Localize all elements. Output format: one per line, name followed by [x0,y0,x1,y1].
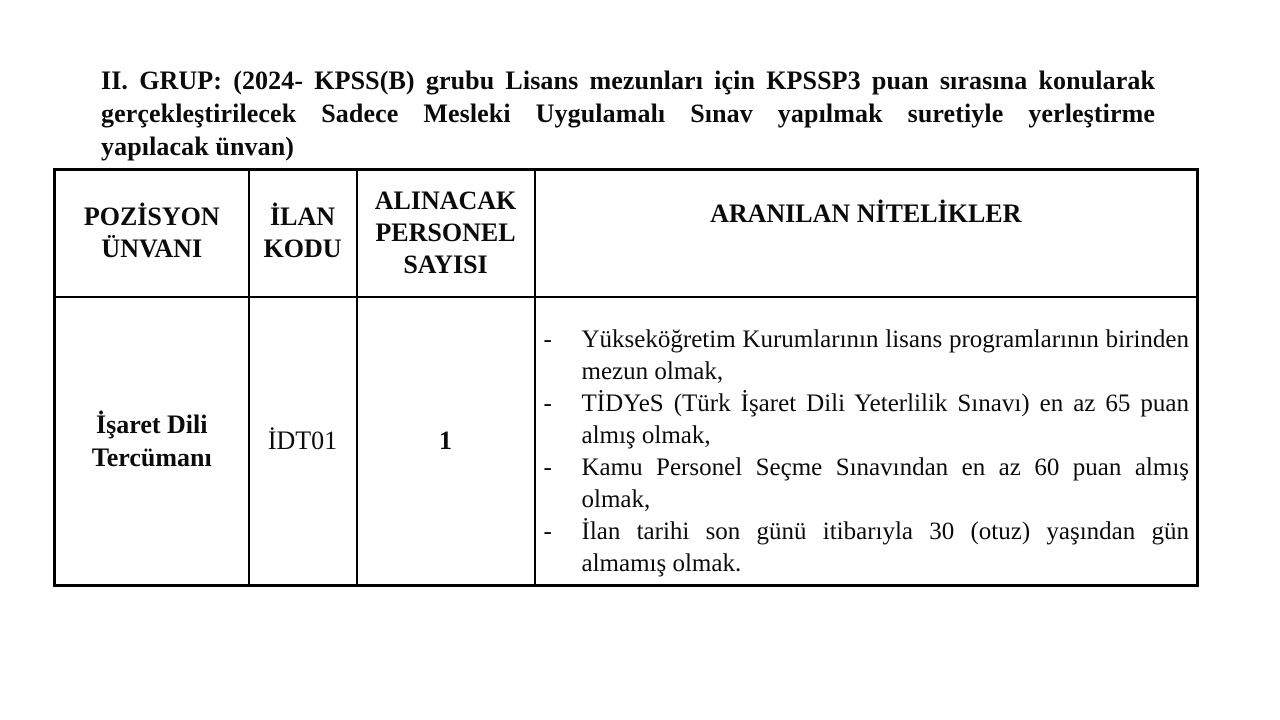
column-header-qualifications: ARANILAN NİTELİKLER [535,170,1198,297]
qualifications-cell [535,297,1198,586]
table-header-row [55,170,1198,297]
position-title-cell: İşaret Dili Tercümanı [55,297,249,586]
positions-table [53,168,1199,587]
column-header-count: ALINACAK PERSONEL SAYISI [357,170,535,297]
table-row [55,297,1198,586]
section-heading-line-3: yapılacak ünvan) [101,132,295,161]
qualification-item [544,452,1190,516]
bullet-dash: - [543,389,552,417]
qualification-text: İlan tarihi son günü itibarıyla 30 (otuz) yaşından gün almamış olmak. [581,517,1189,577]
bullet-dash: - [543,453,552,481]
column-header-position: POZİSYON ÜNVANI [55,170,249,297]
qualification-item [544,516,1190,580]
section-heading-line-2: gerçekleştirilecek Sadece Mesleki Uygulamalı Sınav yapılmak suretiyle yerleştirme [101,99,1155,128]
qualification-item [544,388,1190,452]
personnel-count-cell: 1 [357,297,535,586]
bullet-dash: - [543,517,552,545]
listing-code-cell: İDT01 [249,297,357,586]
section-heading [101,64,1155,163]
bullet-dash: - [543,325,552,353]
section-heading-line-1: II. GRUP: (2024- KPSS(B) grubu Lisans mezunları için KPSSP3 puan sırasına konularak [101,66,1155,95]
qualification-text: TİDYeS (Türk İşaret Dili Yeterlilik Sınavı) en az 65 puan almış olmak, [581,389,1189,449]
qualification-item [544,324,1190,388]
qualification-text: Kamu Personel Seçme Sınavından en az 60 puan almış olmak, [581,453,1189,513]
qualification-text: Yükseköğretim Kurumlarının lisans programlarının birinden mezun olmak, [581,325,1189,385]
column-header-code: İLAN KODU [249,170,357,297]
